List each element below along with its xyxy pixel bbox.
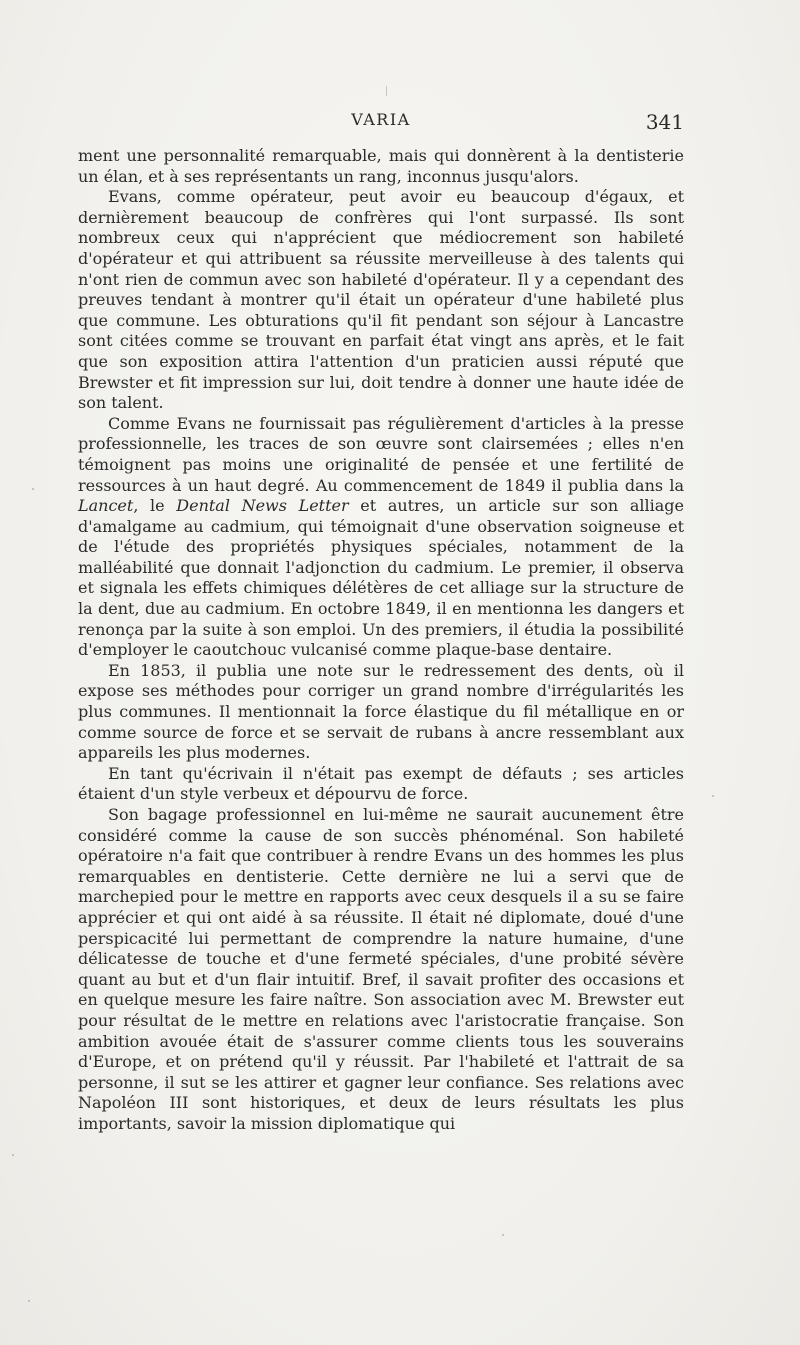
paper-speck	[386, 86, 387, 96]
paragraph-3-part-2: , le	[133, 496, 177, 516]
paper-speck	[712, 795, 714, 797]
journal-title-lancet: Lancet	[78, 496, 134, 516]
page-header	[78, 110, 684, 138]
paragraph-1: ment une personnalité remarquable, mais qui donnèrent à la dentisterie un élan, et à ses représentants un rang, inconnus jusqu'alors.	[78, 146, 684, 186]
paragraph-3	[78, 414, 684, 661]
paragraph-3-part-3: et autres, un article sur son alliage d'amalgame au cadmium, qui témoignait d'une observation soigneuse et de l'étude des propriétés physiques spéciales, notamment de la malléabilité que donnait l'adjonction du cadmium. Le premier, il observa et signala les effets chimiques délétères de cet alliage sur la structure de la dent, due au cadmium. En octobre 1849, il en mentionna les dangers et renonça par la suite à son emploi. Un des premiers, il étudia la possibilité d'employer le caoutchouc vulcanisé comme plaque-base dentaire.	[78, 496, 685, 660]
body-text	[78, 146, 684, 1135]
paper-speck	[28, 1300, 30, 1302]
paragraph-3-part-1: Comme Evans ne fournissait pas régulièrement d'articles à la presse professionnelle, les traces de son œuvre sont clairsemées ; elles n'en témoignent pas moins une originalité de pensée et une fertilité de ressources à un haut degré. Au commencement de 1849 il publia dans la	[78, 413, 684, 495]
journal-title-dental-news-letter: Dental News Letter	[176, 496, 349, 516]
running-title: VARIA	[351, 110, 411, 129]
paragraph-2: Evans, comme opérateur, peut avoir eu beaucoup d'égaux, et dernièrement beaucoup de confrères qui l'ont surpassé. Ils sont nombreux ceux qui n'apprécient que médiocrement son habileté d'opérateur et qui attribuent sa réussite merveilleuse à des talents qui n'ont rien de commun avec son habileté d'opérateur. Il y a cependant des preuves tendant à montrer qu'il était un opérateur d'une habileté plus que commune. Les obturations qu'il fit pendant son séjour à Lancastre sont citées comme se trouvant en parfait état vingt ans après, et le fait que son exposition attira l'attention d'un praticien aussi réputé que Brewster et fit impression sur lui, doit tendre à donner une haute idée de son talent.	[78, 187, 684, 413]
paper-speck	[502, 1234, 504, 1236]
paragraph-4: En 1853, il publia une note sur le redressement des dents, où il expose ses méthodes pour corriger un grand nombre d'irrégularités les plus communes. Il mentionnait la force élastique du fil métallique en or comme source de force et se servait de rubans à ancre ressemblant aux appareils les plus modernes.	[78, 660, 684, 763]
paper-speck	[32, 488, 34, 490]
paper-speck	[12, 1154, 14, 1156]
paragraph-6: Son bagage professionnel en lui-même ne saurait aucunement être considéré comme la cause de son succès phénoménal. Son habileté opératoire n'a fait que contribuer à rendre Evans un des hommes les plus remarquables en dentisterie. Cette dernière ne lui a servi que de marchepied pour le mettre en rapports avec ceux desquels il a su se faire apprécier et qui ont aidé à sa réussite. Il était né diplomate, doué d'une perspicacité lui permettant de comprendre la nature humaine, d'une délicatesse de touche et d'une fermeté spéciales, d'une probité sévère quant au but et d'un flair intuitif. Bref, il savait profiter des occasions et en quelque mesure les faire naître. Son association avec M. Brewster eut pour résultat de le mettre en relations avec l'aristocratie française. Son ambition avouée était de s'assurer comme clients tous les souverains d'Europe, et on prétend qu'il y réussit. Par l'habileté et l'attrait de sa personne, il sut se les attirer et gagner leur confiance. Ses relations avec Napoléon III sont historiques, et deux de leurs résultats les plus importants, savoir la mission diplomatique qui	[78, 805, 684, 1133]
page-number: 341	[645, 110, 684, 134]
paragraph-5: En tant qu'écrivain il n'était pas exempt de défauts ; ses articles étaient d'un style verbeux et dépourvu de force.	[78, 763, 684, 804]
